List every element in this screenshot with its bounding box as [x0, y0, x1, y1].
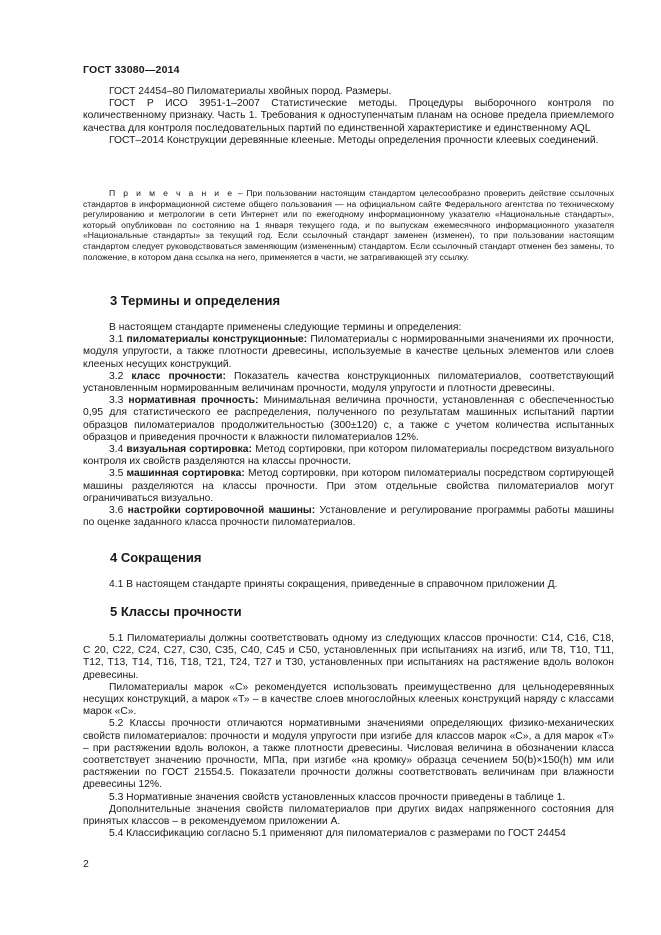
section-5-paragraph: 5.1 Пиломатериалы должны соответствовать одному из следующих классов прочности: С14, С16, С18, С 20, С22, С24, С27, С30, С35, С40, С45 и С50, установленных при испытаниях на изгиб, или Т8, Т10, Т11, Т12, Т13, Т14, Т16, Т18, Т21, Т24, Т27 и Т30, установленных при испытаниях на растяжение вдоль волокон древесины.: [83, 633, 614, 681]
term-number: 3.1: [109, 334, 127, 346]
term-definition: [83, 395, 614, 444]
term-definition: [83, 371, 614, 395]
term-name: нормативная прочность:: [128, 395, 259, 407]
section-5-paragraph: Дополнительные значения свойств пиломатериалов при других видах напряженного состояния для принятых классов – в рекомендуемом приложении А.: [83, 803, 614, 828]
section-5-paragraph: 5.3 Нормативные значения свойств установленных классов прочности приведены в таблице 1.: [109, 791, 566, 803]
page-number: 2: [83, 858, 89, 870]
term-name: пиломатериалы конструкционные:: [126, 334, 308, 346]
term-name: машинная сортировка:: [126, 468, 245, 480]
term-number: 3.3: [109, 395, 129, 407]
section-4-text: 4.1 В настоящем стандарте приняты сокращения, приведенные в справочном приложении Д.: [109, 579, 558, 590]
term-number: 3.2: [109, 370, 132, 382]
reference-item: ГОСТ–2014 Конструкции деревянные клееные. Методы определения прочности клеевых соединений.: [109, 134, 599, 146]
term-definition: [83, 505, 614, 529]
note-block: [83, 188, 614, 262]
document-header: ГОСТ 33080—2014: [83, 64, 180, 76]
reference-item: ГОСТ Р ИСО 3951-1–2007 Статистические методы. Процедуры выборочного контроля по количественному признаку. Часть 1. Требования к одноступенчатым планам на основе предела приемлемого качества для контроля последовательных партий по единственной характеристике и единственному AQL: [83, 98, 614, 134]
note-paragraph: [83, 188, 614, 262]
term-text: Метод сортировки, при котором пиломатериалы посредством визуального контроля их свойств разделяются на классы прочности.: [83, 444, 614, 468]
term-definition: [83, 468, 614, 505]
note-label: П р и м е ч а н и е: [109, 188, 235, 198]
section-5-heading: 5 Классы прочности: [110, 604, 242, 619]
term-number: 3.5: [109, 468, 127, 480]
section-5-paragraph: 5.2 Классы прочности отличаются нормативными значениями определяющих физико-механических свойств пиломатериалов: прочности и модуля упругости при изгибе для классов марок «С», а для марок «Т» – при растяжении вдоль волокон, а также плотности древесины. Числовая величина в обозначении класса соответствует значению прочности, МПа, при изгибе «на кромку» образца сечением 50(b)×150(h) мм или растяжении по ГОСТ 21554.5. Показатели прочности должны соответствовать величинам при влажности древесины 12%.: [83, 718, 614, 791]
term-definition: [83, 444, 614, 468]
section-3-heading: 3 Термины и определения: [110, 293, 281, 308]
term-text: Пиломатериалы с нормированными значениями их прочности, модуля упругости, а также плотности древесины, используемые в качестве цельных элементов или слоев клееных несущих конструкций.: [83, 334, 615, 370]
reference-item: ГОСТ 24454–80 Пиломатериалы хвойных пород. Размеры.: [109, 86, 392, 97]
section-4-body: [83, 579, 614, 591]
term-number: 3.6: [109, 505, 128, 517]
term-text: Минимальная величина прочности, установленная с обеспеченностью 0,95 для статистического ее распределения, полученного по результатам машинных испытаний партии образцов пиломатериалов продолжительностью (300±120) с, а также с учетом количества испытанных образцов и приведения прочности к влажности пиломатериалов 12%.: [83, 395, 614, 443]
term-number: 3.4: [109, 444, 127, 456]
section-5-paragraph: 5.4 Классификацию согласно 5.1 применяют для пиломатериалов с размерами по ГОСТ 24454: [109, 828, 566, 840]
term-name: визуальная сортировка:: [126, 444, 252, 456]
term-text: Метод сортировки, при котором пиломатериалы посредством сортирующей машины разделяются на классы прочности. При этом отдельные свойства пиломатериалов могут ограничиваться визуально.: [83, 468, 614, 504]
section-4-heading: 4 Сокращения: [110, 550, 202, 565]
section-5-paragraph: Пиломатериалы марок «С» рекомендуется использовать преимущественно для цельнодеревянных несущих конструкций, а марок «Т» – в качестве слоев многослойных клееных конструкций наряду с классами марок «С».: [83, 681, 614, 718]
term-text: Установление и регулирование программы работы машины по оценке заданного класса прочности пиломатериалов.: [83, 505, 614, 529]
term-text: Показатель качества конструкционных пиломатериалов, соответствующий установленным нормированным величинам прочности, модуля упругости и плотности древесины.: [83, 370, 614, 395]
normative-references: [83, 86, 614, 147]
note-text: – При пользовании настоящим стандартом целесообразно проверить действие ссылочных стандартов в информационной системе общего пользования — на официальном сайте Федерального агентства по техническому регулированию и метрологии в сети Интернет или по ежегодному информационному указателю «Национальные стандарты», который опубликован по состоянию на 1 января текущего года, и по выпускам ежемесячного информационного указателя «Национальные стандарты» за текущий год. Если ссылочный стандарт заменен (изменен), то при пользовании настоящим стандартом следует руководствоваться заменяющим (измененным) стандартом. Если ссылочный стандарт отменен без замены, то положение, в котором дана ссылка на него, применяется в части, не затрагивающей эту ссылку.: [83, 188, 614, 262]
section-3-body: [83, 322, 614, 529]
section-5-body: [83, 633, 614, 840]
section-3-intro: В настоящем стандарте применены следующие термины и определения:: [109, 322, 462, 333]
term-name: настройки сортировочной машины:: [127, 505, 316, 517]
term-definition: [83, 334, 614, 371]
term-name: класс прочности:: [131, 370, 226, 382]
